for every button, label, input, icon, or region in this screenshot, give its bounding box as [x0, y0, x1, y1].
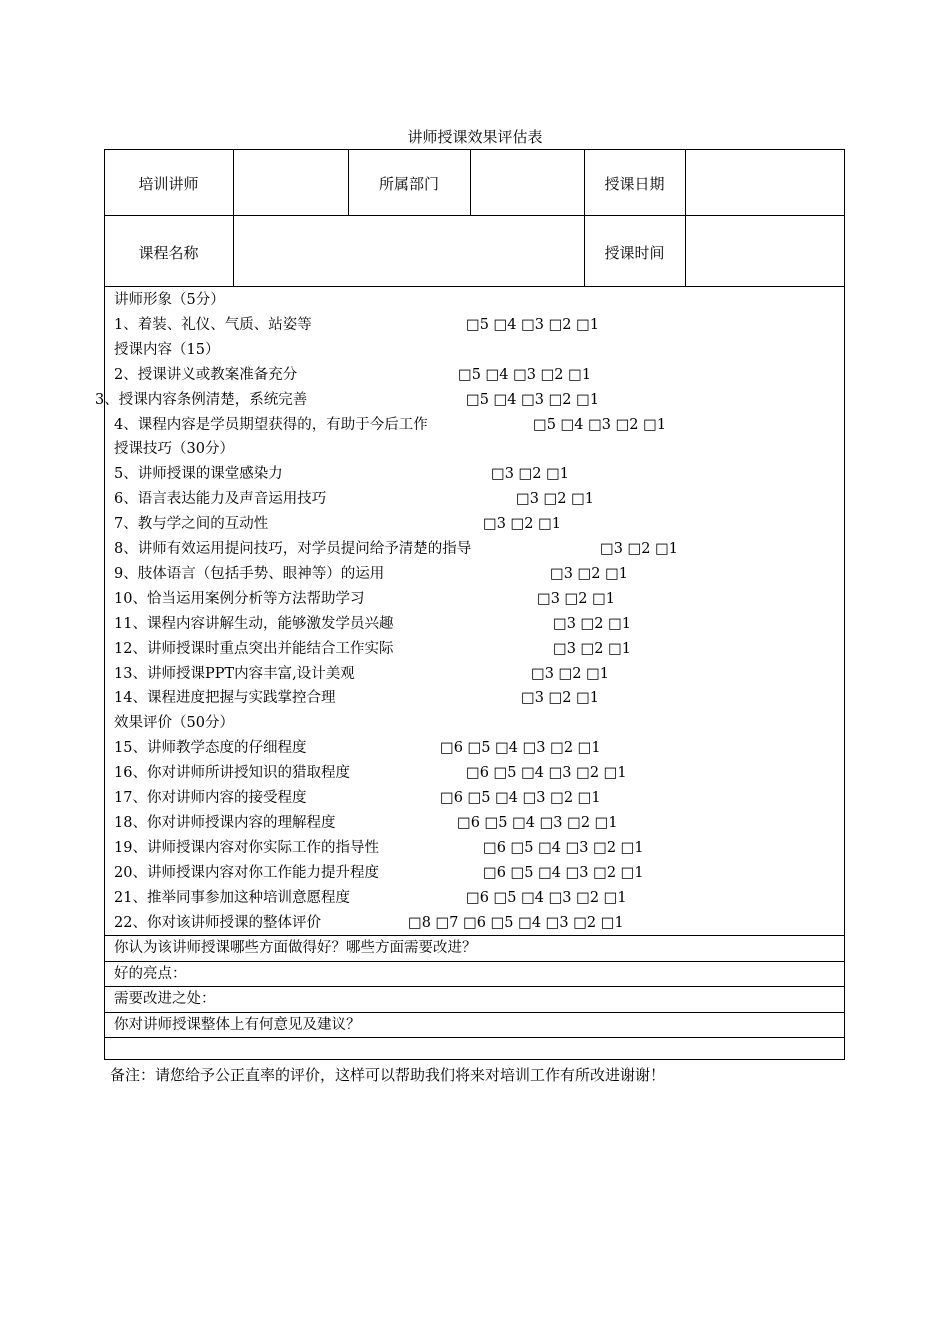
rating-options[interactable]: □5 □4 □3 □2 □1	[458, 366, 592, 383]
course-label: 课程名称	[138, 244, 199, 262]
rating-options[interactable]: □6 □5 □4 □3 □2 □1	[440, 790, 601, 806]
section-heading: 效果评价（50分）	[114, 715, 234, 732]
row-divider	[104, 986, 845, 987]
row-divider	[104, 961, 845, 962]
rating-options[interactable]: □3 □2 □1	[516, 491, 594, 508]
rating-options[interactable]: □6 □5 □4 □3 □2 □1	[466, 765, 627, 782]
suggestions-field[interactable]	[105, 1038, 844, 1059]
rating-item-label: 17、你对讲师内容的接受程度	[114, 790, 307, 806]
time-label: 授课时间	[604, 244, 665, 262]
rating-item-label: 21、推举同事参加这种培训意愿程度	[114, 889, 350, 906]
trainer-label: 培训讲师	[138, 175, 199, 193]
date-label: 授课日期	[604, 175, 665, 193]
rating-item-label: 12、讲师授课时重点突出并能结合工作实际	[114, 640, 394, 657]
rating-options[interactable]: □5 □4 □3 □2 □1	[533, 416, 667, 433]
rating-item-label: 13、讲师授课PPT内容丰富,设计美观	[114, 665, 355, 682]
rating-options[interactable]: □6 □5 □4 □3 □2 □1	[466, 889, 627, 906]
section-heading: 授课内容（15）	[114, 341, 220, 358]
col-divider	[584, 149, 585, 286]
row-divider	[104, 1012, 845, 1013]
rating-item-label: 20、讲师授课内容对你工作能力提升程度	[114, 864, 379, 881]
question-strengths-improvements: 你认为该讲师授课哪些方面做得好？哪些方面需要改进？	[114, 940, 477, 956]
rating-options[interactable]: □3 □2 □1	[550, 565, 628, 582]
rating-item-label: 11、课程内容讲解生动，能够激发学员兴趣	[114, 615, 394, 632]
rating-options[interactable]: □5 □4 □3 □2 □1	[466, 316, 600, 333]
rating-item-label: 7、教与学之间的互动性	[114, 516, 269, 533]
rating-item-label: 2、授课讲义或教案准备充分	[114, 366, 298, 383]
rating-item-label: 22、你对该讲师授课的整体评价	[114, 914, 321, 931]
rating-options[interactable]: □3 □2 □1	[521, 690, 599, 707]
rating-item-label: 1、着装、礼仪、气质、站姿等	[114, 316, 312, 333]
rating-options[interactable]: □6 □5 □4 □3 □2 □1	[483, 839, 644, 856]
improvement-field[interactable]: 需要改进之处：	[114, 991, 216, 1007]
rating-options[interactable]: □6 □5 □4 □3 □2 □1	[440, 740, 601, 757]
trainer-field[interactable]	[234, 150, 348, 215]
rating-item-label: 14、课程进度把握与实践掌控合理	[114, 690, 336, 707]
rating-item-label: 8、讲师有效运用提问技巧，对学员提问给予清楚的指导	[114, 541, 472, 557]
section-heading: 授课技巧（30分）	[114, 441, 234, 458]
course-field[interactable]	[234, 216, 584, 286]
rating-options[interactable]: □3 □2 □1	[553, 615, 631, 632]
rating-options[interactable]: □3 □2 □1	[553, 640, 631, 657]
date-field[interactable]	[686, 150, 844, 215]
footnote: 备注：请您给予公正直率的评价，这样可以帮助我们将来对培训工作有所改进谢谢！	[110, 1066, 666, 1084]
rating-item-label: 9、肢体语言（包括手势、眼神等）的运用	[114, 565, 385, 582]
rating-options[interactable]: □3 □2 □1	[537, 590, 615, 607]
dept-label: 所属部门	[378, 175, 439, 193]
rating-options[interactable]: □3 □2 □1	[600, 541, 678, 557]
section-heading: 讲师形象（5分）	[114, 292, 225, 308]
rating-options[interactable]: □8 □7 □6 □5 □4 □3 □2 □1	[408, 914, 624, 931]
rating-item-label: 4、课程内容是学员期望获得的，有助于今后工作	[114, 416, 428, 433]
rating-options[interactable]: □5 □4 □3 □2 □1	[466, 391, 600, 408]
rating-item-label: 10、恰当运用案例分析等方法帮助学习	[114, 590, 365, 607]
form-title: 讲师授课效果评估表	[407, 128, 543, 146]
row-divider	[104, 286, 845, 287]
time-field[interactable]	[686, 216, 844, 286]
rating-options[interactable]: □3 □2 □1	[483, 516, 561, 533]
rating-item-label: 16、你对讲师所讲授知识的猎取程度	[114, 765, 350, 782]
question-suggestions: 你对讲师授课整体上有何意见及建议？	[114, 1017, 361, 1033]
rating-item-label: 3、授课内容条例清楚，系统完善	[95, 391, 308, 408]
dept-field[interactable]	[471, 150, 584, 215]
row-divider	[104, 935, 845, 936]
rating-item-label: 6、语言表达能力及声音运用技巧	[114, 491, 327, 508]
rating-options[interactable]: □3 □2 □1	[531, 665, 609, 682]
good-points-field[interactable]: 好的亮点：	[114, 966, 187, 982]
rating-options[interactable]: □6 □5 □4 □3 □2 □1	[483, 864, 644, 881]
rating-item-label: 5、讲师授课的课堂感染力	[114, 466, 283, 483]
rating-item-label: 18、你对讲师授课内容的理解程度	[114, 814, 336, 831]
rating-options[interactable]: □3 □2 □1	[491, 466, 569, 483]
rating-item-label: 15、讲师教学态度的仔细程度	[114, 740, 307, 757]
rating-item-label: 19、讲师授课内容对你实际工作的指导性	[114, 839, 379, 856]
rating-options[interactable]: □6 □5 □4 □3 □2 □1	[457, 814, 618, 831]
